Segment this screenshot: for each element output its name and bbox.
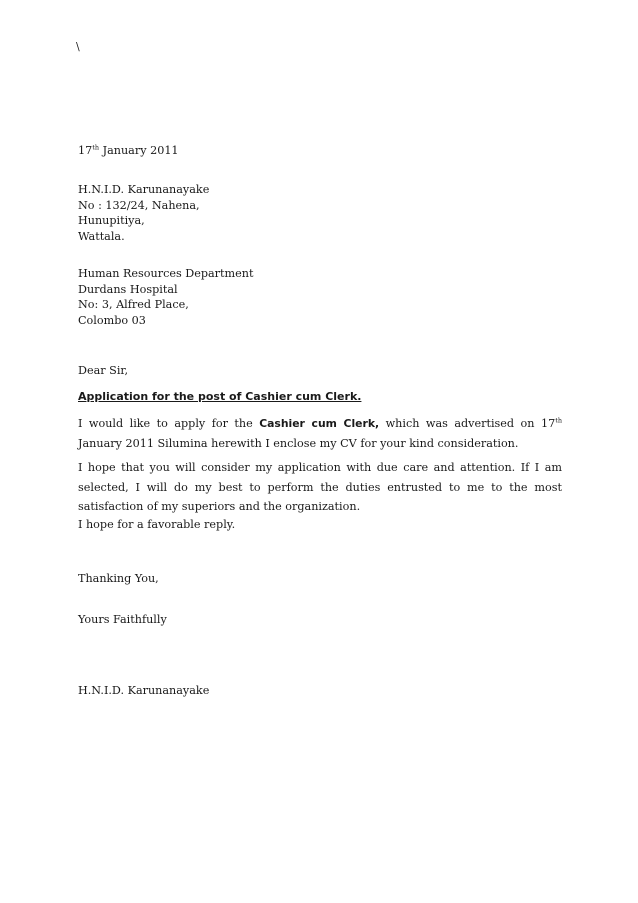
paragraph-line: satisfaction of my superiors and the organization. <box>78 500 361 513</box>
recipient-line: Colombo 03 <box>78 313 146 327</box>
thanks-line: Thanking You, <box>78 572 159 585</box>
paragraph-application <box>78 414 562 453</box>
paragraph-reply: I hope for a favorable reply. <box>78 518 236 531</box>
sender-line: H.N.I.D. Karunanayake <box>78 183 210 196</box>
sender-line: No : 132/24, Nahena, <box>78 198 200 212</box>
date-rest: January 2011 <box>99 144 179 157</box>
paragraph-line: I hope that you will consider my application with due care and attention. If I am <box>78 461 562 474</box>
closing-line: Yours Faithfully <box>78 613 167 626</box>
recipient-line: Human Resources Department <box>78 267 254 280</box>
recipient-line: No: 3, Alfred Place, <box>78 298 189 311</box>
date-suffix: th <box>92 143 100 152</box>
letter-date <box>78 143 562 159</box>
subject-line: Application for the post of Cashier cum Clerk. <box>78 390 362 403</box>
sender-address <box>78 182 562 244</box>
sender-line: Wattala. <box>78 229 125 243</box>
sender-line: Hunupitiya, <box>78 214 145 227</box>
recipient-line: Durdans Hospital <box>78 282 178 296</box>
paragraph-consideration <box>78 458 562 517</box>
post-title: Cashier cum Clerk, <box>259 417 380 430</box>
paragraph-line: selected, I will do my best to perform the duties entrusted to me to the most <box>78 480 562 494</box>
salutation: Dear Sir, <box>78 364 129 377</box>
signature-name: H.N.I.D. Karunanayake <box>78 684 210 697</box>
paragraph-line: I would like to apply for the Cashier cum Clerk, which was advertised on 17th <box>78 416 563 430</box>
paragraph-line: January 2011 Silumina herewith I enclose my CV for your kind consideration. <box>78 436 519 450</box>
date-day: 17 <box>78 144 93 157</box>
top-mark: \ <box>76 40 80 53</box>
recipient-address <box>78 266 562 328</box>
